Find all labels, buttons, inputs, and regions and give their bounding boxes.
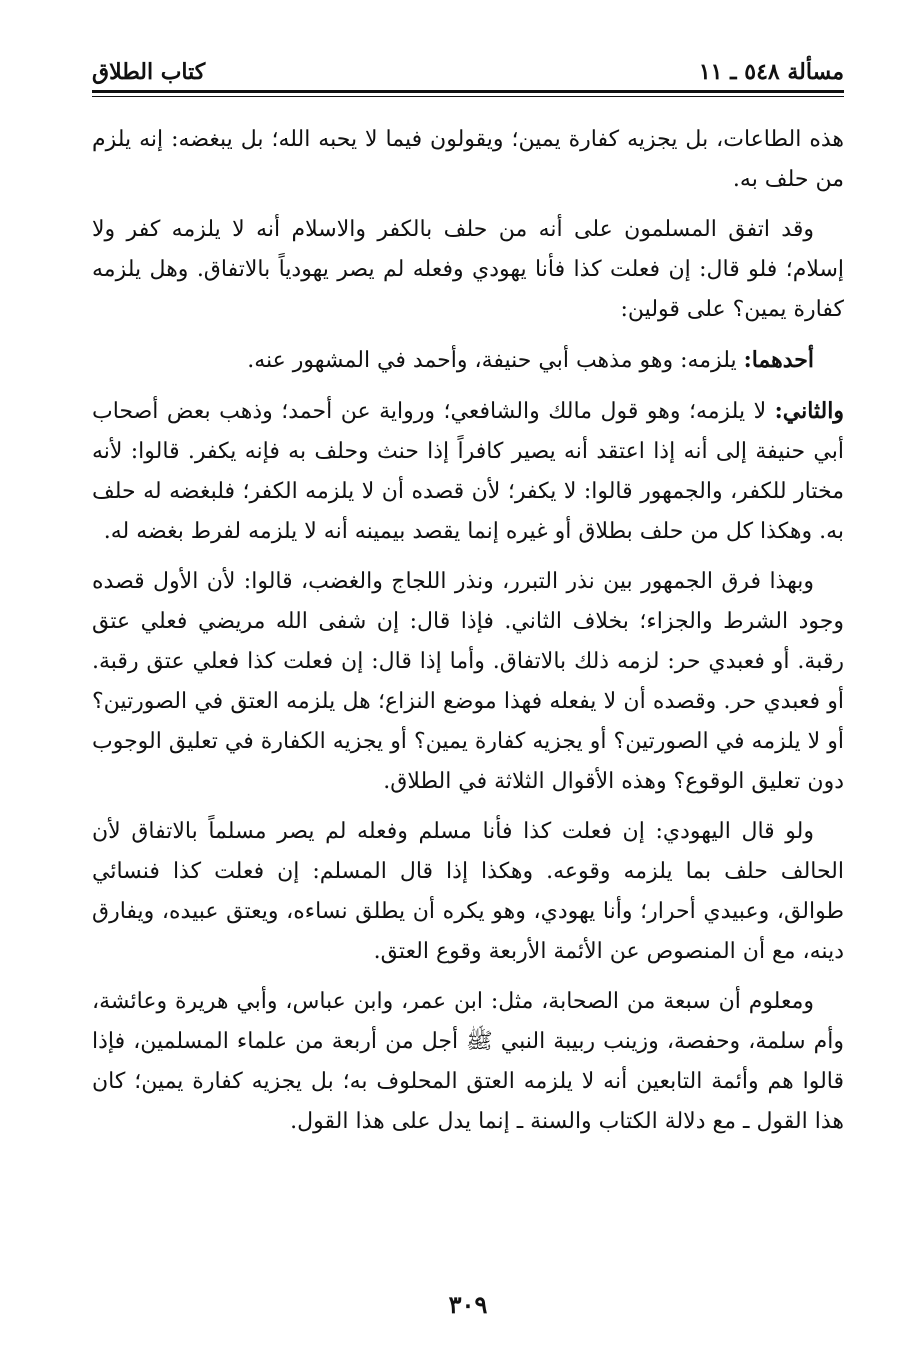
paragraph-3 <box>92 340 844 381</box>
running-header <box>92 58 844 88</box>
book-page <box>92 50 844 1330</box>
paragraph-4 <box>92 391 844 552</box>
paragraph-2: وقد اتفق المسلمون على أنه من حلف بالكفر والاسلام أنه لا يلزمه كفر ولا إسلام؛ فلو قال: إن فعلت كذا فأنا يهودي وفعله لم يصر يهودياً بالاتفاق. وهل يلزمه كفارة يمين؟ على قولين: <box>92 217 844 322</box>
paragraph-4-text: لا يلزمه؛ وهو قول مالك والشافعي؛ ورواية عن أحمد؛ وذهب بعض أصحاب أبي حنيفة إلى أنه إذا اعتقد أنه يصير كافراً إذا حنث وحلف به فإنه يكفر. قالوا: لأنه مختار للكفر، والجمهور قالوا: لا يكفر؛ لأن قصده أن لا يلزمه الكفر؛ فلبغضه له حلف به. وهكذا كل من حلف بطلاق أو غيره إنما يقصد بيمينه أنه لا يلزمه لفرط بغضه له. <box>92 399 844 544</box>
paragraph-1: هذه الطاعات، بل يجزيه كفارة يمين؛ ويقولون فيما لا يحبه الله؛ بل يبغضه: إنه يلزم من حلف به. <box>92 127 844 192</box>
paragraph-4-lead: والثاني: <box>774 398 844 424</box>
paragraph-7: ومعلوم أن سبعة من الصحابة، مثل: ابن عمر، وابن عباس، وأبي هريرة وعائشة، وأم سلمة، وحفصة، وزينب ربيبة النبي ﷺ أجل من أربعة من علماء المسلمين، فإذا قالوا هم وأئمة التابعين أنه لا يلزمه العتق المحلوف به؛ بل يجزيه كفارة يمين؛ كان هذا القول ـ مع دلالة الكتاب والسنة ـ إنما يدل على هذا القول. <box>92 989 844 1134</box>
page-number: ٣٠٩ <box>448 1290 488 1319</box>
paragraph-5: وبهذا فرق الجمهور بين نذر التبرر، ونذر اللجاج والغضب، قالوا: لأن الأول قصده وجود الشرط والجزاء؛ بخلاف الثاني. فإذا قال: إن شفى الله مريضي فعلي عتق رقبة. أو فعبدي حر: لزمه ذلك بالاتفاق. وأما إذا قال: إن فعلت كذا فعلي عتق رقبة. أو فعبدي حر. وقصده أن لا يفعله فهذا موضع النزاع؛ هل يلزمه العتق في الصورتين؟ أو لا يلزمه في الصورتين؟ أو يجزيه كفارة يمين؟ أو يجزيه الكفارة في تعليق الوجوب دون تعليق الوقوع؟ وهذه الأقوال الثلاثة في الطلاق. <box>92 569 844 794</box>
paragraph-3-lead: أحدهما: <box>743 347 814 373</box>
header-rule-thin <box>92 96 844 97</box>
issue-number: مسألة ٥٤٨ ـ ١١ <box>698 59 844 85</box>
page-body <box>92 120 844 1152</box>
header-rule-thick <box>92 90 844 93</box>
book-section-title: كتاب الطلاق <box>92 59 206 85</box>
paragraph-6: ولو قال اليهودي: إن فعلت كذا فأنا مسلم وفعله لم يصر مسلماً بالاتفاق لأن الحالف حلف بما يلزمه وقوعه. وهكذا إذا قال المسلم: إن فعلت كذا فنسائي طوالق، وعبيدي أحرار؛ وأنا يهودي، وهو يكره أن يطلق نساءه، ويعتق عبيده، ويفارق دينه، مع أن المنصوص عن الأئمة الأربعة وقوع العتق. <box>92 819 844 964</box>
paragraph-3-text: يلزمه: وهو مذهب أبي حنيفة، وأحمد في المشهور عنه. <box>247 348 744 373</box>
